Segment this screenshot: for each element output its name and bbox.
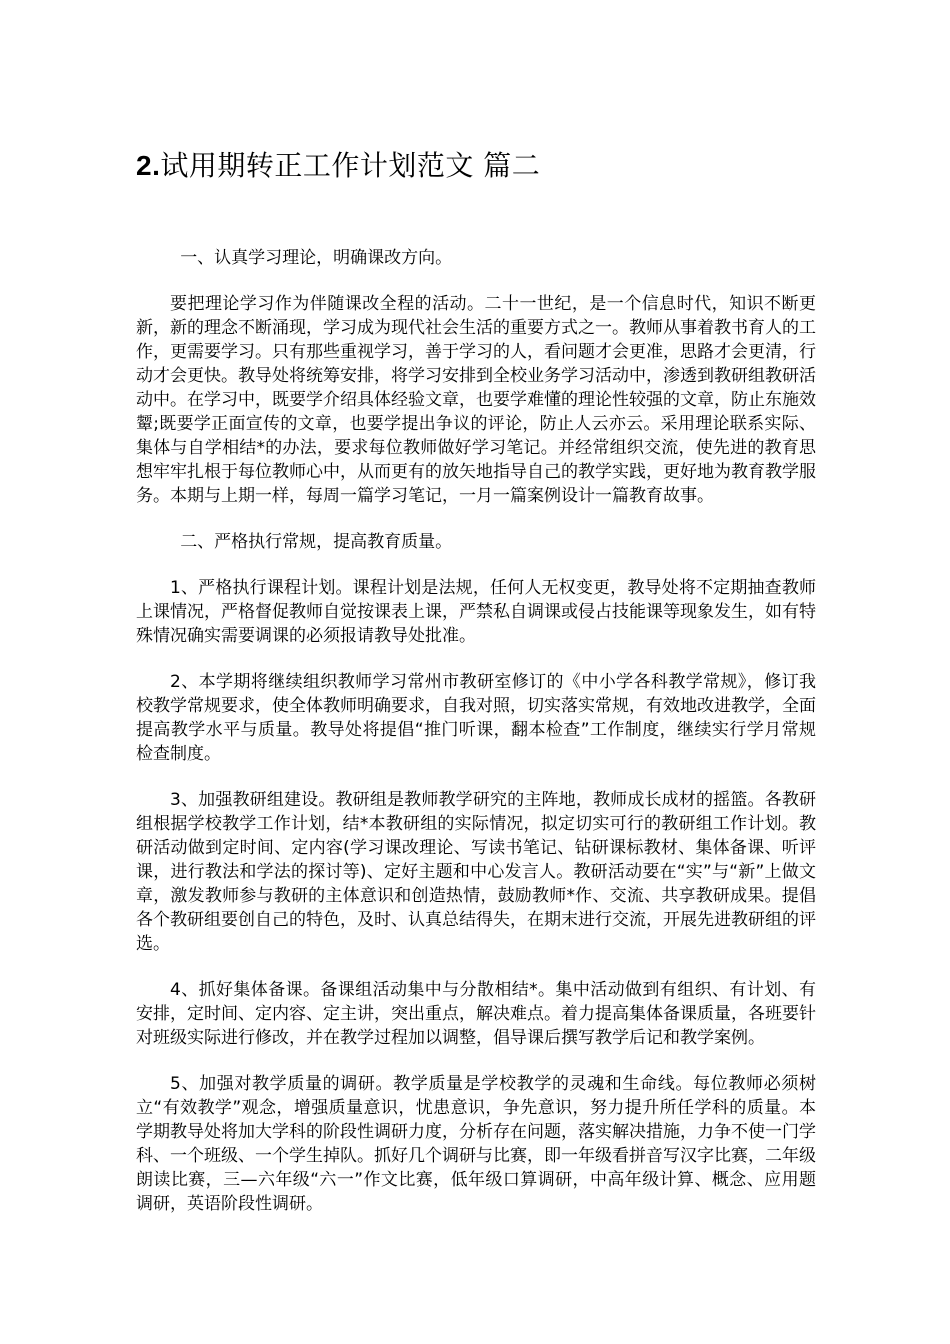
paragraph-item-5: 5、加强对教学质量的调研。教学质量是学校教学的灵魂和生命线。每位教师必须树立“有效教学”观念，增强质量意识，忧患意识，争先意识，努力提升所任学科的质量。本学期教导处将加大学科的阶段性调研力度，分析存在问题，落实解决措施，力争不使一门学科、一个班级、一个学生掉队。抓好几个调研与比赛，即一年级看拼音写汉字比赛，二年级朗读比赛，三—六年级“六一”作文比赛，低年级口算调研，中高年级计算、概念、应用题调研，英语阶段性调研。 xyxy=(136,1074,816,1214)
paragraph-item-2: 2、本学期将继续组织教师学习常州市教研室修订的《中小学各科教学常规》，修订我校教学常规要求，使全体教师明确要求，自我对照，切实落实常规，有效地改进教学，全面提高教学水平与质量。教导处将提倡“推门听课，翻本检查”工作制度，继续实行学月常规检查制度。 xyxy=(136,672,816,764)
paragraph-item-4: 4、抓好集体备课。备课组活动集中与分散相结*。集中活动做到有组织、有计划、有安排，定时间、定内容、定主讲，突出重点，解决难点。着力提高集体备课质量，各班要针对班级实际进行修改，并在教学过程加以调整，倡导课后撰写教学后记和教学案例。 xyxy=(136,980,816,1048)
paragraph-item-1: 1、严格执行课程计划。课程计划是法规，任何人无权变更，教导处将不定期抽查教师上课情况，严格督促教师自觉按课表上课，严禁私自调课或侵占技能课等现象发生，如有特殊情况确实需要调课的必须报请教导处批准。 xyxy=(136,578,816,646)
paragraph-item-3: 3、加强教研组建设。教研组是教师教学研究的主阵地，教师成长成材的摇篮。各教研组根据学校教学工作计划，结*本教研组的实际情况，拟定切实可行的教研组工作计划。教研活动做到定时间、定内容(学习课改理论、写读书笔记、钻研课标教材、集体备课、听评课，进行教法和学法的探讨等)、定好主题和中心发言人。教研活动要在“实”与“新”上做文章，激发教师参与教研的主体意识和创造热情，鼓励教师*作、交流、共享教研成果。提倡各个教研组要创自己的特色，及时、认真总结得失，在期末进行交流，开展先进教研组的评选。 xyxy=(136,790,816,954)
section-heading-2: 二、严格执行常规，提高教育质量。 xyxy=(180,532,453,552)
document-body xyxy=(136,246,816,1216)
paragraph-theory-study: 要把理论学习作为伴随课改全程的活动。二十一世纪，是一个信息时代，知识不断更新，新的理念不断涌现，学习成为现代社会生活的重要方式之一。教师从事着教书育人的工作，更需要学习。只有那些重视学习，善于学习的人，看问题才会更准，思路才会更清，行动才会更快。教导处将统筹安排，将学习安排到全校业务学习活动中，渗透到教研组教研活动中。在学习中，既要学介绍具体经验文章，也要学难懂的理论性较强的文章，防止东施效颦;既要学正面宣传的文章，也要学提出争议的评论，防止人云亦云。采用理论联系实际、集体与自学相结*的办法，要求每位教师做好学习笔记。并经常组织交流，使先进的教育思想牢牢扎根于每位教师心中，从而更有的放矢地指导自己的教学实践，更好地为教育教学服务。本期与上期一样，每周一篇学习笔记，一月一篇案例设计一篇教育故事。 xyxy=(136,294,816,506)
title-number: 2. xyxy=(136,150,161,181)
section-heading-1: 一、认真学习理论，明确课改方向。 xyxy=(180,248,453,268)
document-title xyxy=(136,146,540,186)
title-text: 试用期转正工作计划范文 篇二 xyxy=(160,149,541,182)
